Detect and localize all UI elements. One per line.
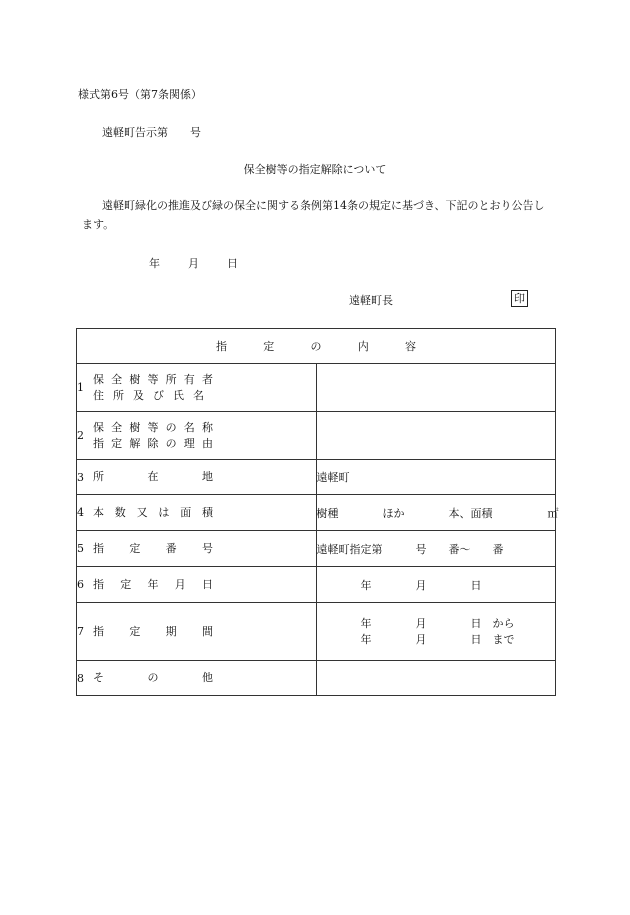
label-char: 日 <box>202 577 213 591</box>
value-line: 年 月 日 まで <box>316 632 515 646</box>
date-day: 日 <box>227 257 238 270</box>
label-char: 地 <box>202 470 213 483</box>
header-char: の <box>310 340 322 353</box>
label-char: 年 <box>147 577 159 591</box>
label-char: 保 <box>93 372 104 386</box>
row-label <box>77 364 317 412</box>
label-char: 保 <box>93 420 104 434</box>
label-char: 番 <box>165 541 177 555</box>
label-char: の <box>147 671 159 684</box>
label-char: 名 <box>193 388 204 402</box>
row-value <box>316 412 556 460</box>
label-char: 等 <box>147 372 159 386</box>
row-value <box>316 567 556 603</box>
row-number: 1 <box>77 381 84 394</box>
label-char: 者 <box>201 372 213 386</box>
table-row <box>77 661 556 696</box>
label-char: 全 <box>111 420 123 434</box>
label-char: 面 <box>180 505 192 519</box>
content-table <box>76 328 559 696</box>
label-char: 所 <box>93 470 104 483</box>
row-value <box>316 603 556 661</box>
label-char: 所 <box>113 388 124 402</box>
label-char: 全 <box>111 372 123 386</box>
value-text: 年 月 日 <box>316 578 482 592</box>
label-char: 名 <box>183 420 195 434</box>
header-char: 内 <box>357 340 369 353</box>
label-char: 解 <box>129 436 141 450</box>
label-char: 住 <box>93 388 104 402</box>
label-char: 氏 <box>173 388 184 402</box>
row-value <box>316 460 556 495</box>
value-text: 樹種 ほか 本、面積 ㎡ <box>316 506 559 520</box>
table-row <box>77 495 556 531</box>
label-char: 定 <box>129 541 141 555</box>
table-header <box>77 329 556 364</box>
row-number: 4 <box>77 506 84 519</box>
label-char: 本 <box>93 505 104 519</box>
row-label <box>77 412 317 460</box>
header-char: 定 <box>263 340 275 353</box>
row-number: 8 <box>77 671 84 685</box>
label-char: 指 <box>93 624 104 638</box>
row-value <box>316 495 559 531</box>
label-char: 積 <box>201 505 213 519</box>
table-row <box>77 567 556 603</box>
row-number: 5 <box>77 542 84 555</box>
table-row <box>77 531 556 567</box>
label-char: び <box>153 388 164 402</box>
date-year: 年 <box>149 257 160 270</box>
row-value <box>316 661 556 696</box>
label-char: 指 <box>93 436 104 450</box>
row-number: 3 <box>77 470 84 484</box>
label-char: 由 <box>201 436 213 450</box>
notice-number: 遠軽町告示第 号 <box>102 126 201 139</box>
label-char: 樹 <box>129 420 141 434</box>
row-label <box>77 495 317 531</box>
label-char: 所 <box>165 372 177 386</box>
form-number: 様式第6号（第7条関係） <box>78 88 202 101</box>
value-text: 遠軽町指定第 号 番〜 番 <box>316 542 504 556</box>
seal-mark: 印 <box>511 290 528 307</box>
header-char: 容 <box>405 340 416 353</box>
value-line: 年 月 日 から <box>316 616 515 630</box>
label-char: 有 <box>183 372 195 386</box>
table-row <box>77 412 556 460</box>
row-value <box>316 364 556 412</box>
label-char: 号 <box>201 541 213 555</box>
label-char: 在 <box>147 470 159 483</box>
date-line <box>149 255 238 271</box>
row-number: 2 <box>77 429 84 442</box>
row-number: 7 <box>77 625 84 638</box>
label-char: 指 <box>93 541 104 555</box>
date-month: 月 <box>188 257 199 270</box>
label-char: 等 <box>147 420 159 434</box>
label-char: の <box>165 420 177 434</box>
table-row <box>77 603 556 661</box>
label-char: 除 <box>147 436 159 450</box>
row-label <box>77 603 317 661</box>
label-char: 期 <box>165 624 177 638</box>
label-char: 定 <box>129 624 141 638</box>
label-char: 月 <box>174 577 186 591</box>
table-row <box>77 460 556 495</box>
header-char: 指 <box>216 340 227 353</box>
body-text: 遠軽町緑化の推進及び緑の保全に関する条例第14条の規定に基づき、下記のとおり公告します。 <box>82 199 545 231</box>
label-char: 理 <box>183 436 195 450</box>
label-char: そ <box>93 671 104 684</box>
page-title: 保全樹等の指定解除について <box>243 163 387 176</box>
value-text: 遠軽町 <box>316 471 350 484</box>
table-row <box>77 364 556 412</box>
label-char: 指 <box>93 577 104 591</box>
row-number: 6 <box>77 578 84 591</box>
label-char: 称 <box>201 420 213 434</box>
label-char: 定 <box>111 436 123 450</box>
label-char: 他 <box>202 671 213 684</box>
issuer: 遠軽町長 <box>349 294 393 307</box>
label-char: 又 <box>136 505 148 519</box>
label-char: 定 <box>120 577 132 591</box>
label-char: は <box>158 505 170 519</box>
row-value <box>316 531 556 567</box>
label-char: 数 <box>114 505 126 519</box>
row-label <box>77 661 317 696</box>
label-char: の <box>165 436 177 450</box>
label-char: 及 <box>133 388 144 402</box>
row-label <box>77 460 317 495</box>
row-label <box>77 531 317 567</box>
row-label <box>77 567 317 603</box>
label-char: 樹 <box>129 372 141 386</box>
label-char: 間 <box>201 624 213 638</box>
